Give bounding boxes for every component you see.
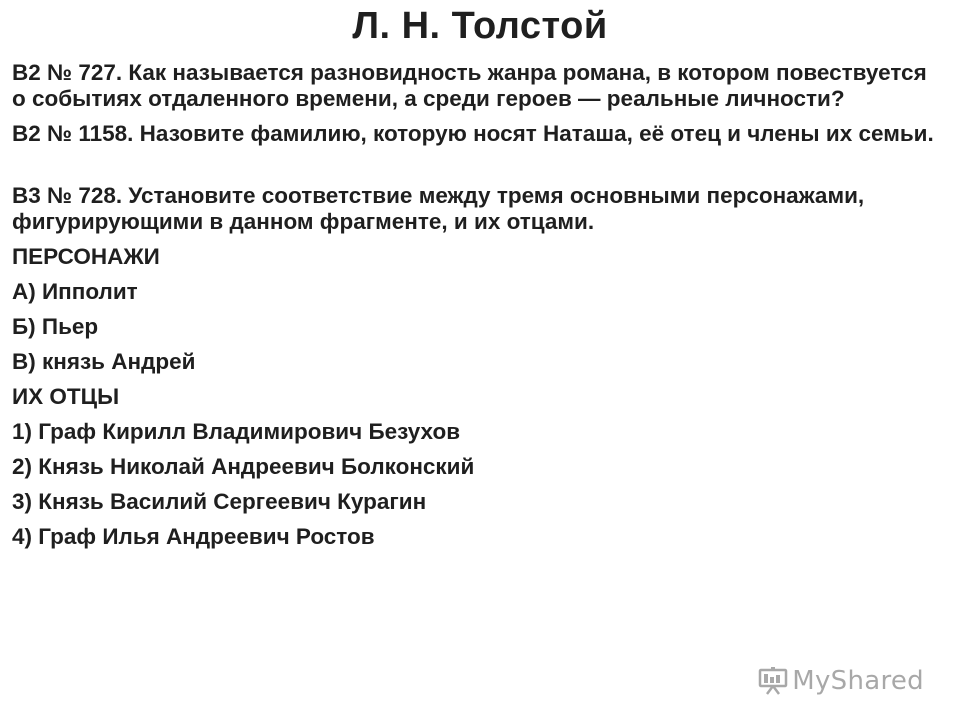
- myshared-watermark: [758, 666, 924, 696]
- father-item: 2) Князь Николай Андреевич Болконский: [12, 454, 475, 479]
- characters-heading: ПЕРСОНАЖИ: [12, 244, 160, 269]
- watermark-text: MyShared: [792, 666, 924, 696]
- slide-content: [12, 60, 942, 559]
- question-727: В2 № 727. Как называется разновидность жанра романа, в котором повествуется о событиях отдаленного времени, а среди героев — реальные личности?: [12, 60, 927, 111]
- question-1158: В2 № 1158. Назовите фамилию, которую носят Наташа, её отец и члены их семьи.: [12, 121, 934, 146]
- father-item: 3) Князь Василий Сергеевич Курагин: [12, 489, 427, 514]
- question-728: В3 № 728. Установите соответствие между тремя основными персонажами, фигурирующими в данном фрагменте, и их отцами.: [12, 183, 865, 234]
- projector-screen-icon: [758, 667, 788, 695]
- fathers-heading: ИХ ОТЦЫ: [12, 384, 120, 409]
- father-item: 4) Граф Илья Андреевич Ростов: [12, 524, 375, 549]
- character-item: В) князь Андрей: [12, 349, 196, 374]
- character-item: А) Ипполит: [12, 279, 138, 304]
- slide-title: Л. Н. Толстой: [352, 5, 608, 47]
- character-item: Б) Пьер: [12, 314, 99, 339]
- father-item: 1) Граф Кирилл Владимирович Безухов: [12, 419, 461, 444]
